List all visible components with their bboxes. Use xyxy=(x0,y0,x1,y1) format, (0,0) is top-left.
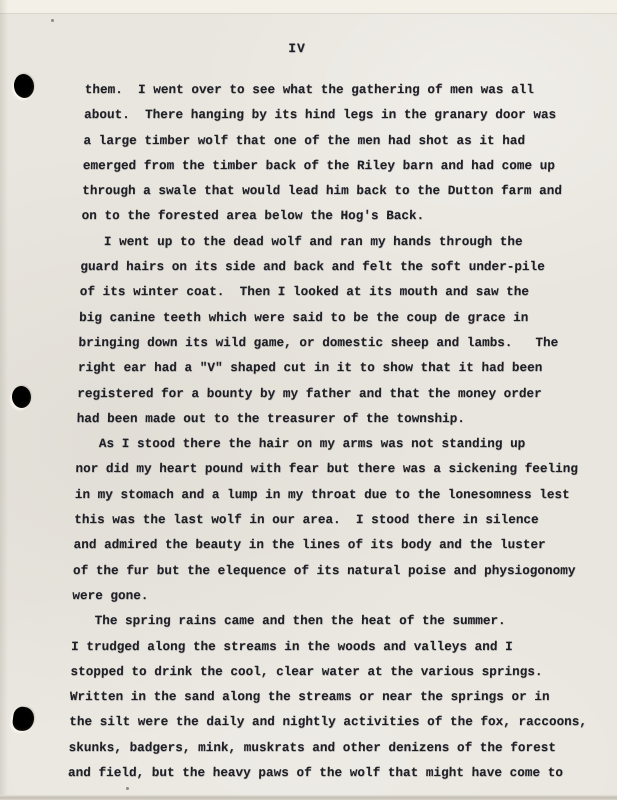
text-line: nor did my heart pound with fear but there was a sickening feeling xyxy=(75,461,579,477)
text-line: of its winter coat. Then I looked at its mouth and saw the xyxy=(79,284,530,300)
text-line: about. There hanging by its hind legs in the granary door was xyxy=(83,107,557,123)
hole-punch-bottom xyxy=(12,706,36,732)
text-line: Written in the sand along the streams or near the springs or in xyxy=(69,689,550,705)
text-line: them. I went over to see what the gathering of men was all xyxy=(84,82,535,97)
page-number: IV xyxy=(288,41,306,56)
text-line: this was the last wolf in our area. I stood there in silence xyxy=(74,512,539,528)
text-line: As I stood there the hair on my arms was not standing up xyxy=(75,436,526,452)
text-line: and field, but the heavy paws of the wolf that might have come to xyxy=(67,765,564,781)
text-line: guard hairs on its side and back and felt the soft under-pile xyxy=(80,259,546,275)
page-top-edge xyxy=(0,0,617,14)
text-line: The spring rains came and then the heat of the summer. xyxy=(71,613,506,629)
page-left-edge xyxy=(0,0,8,800)
text-line: registered for a bounty by my father and that the money order xyxy=(77,385,542,401)
text-line: were gone. xyxy=(72,587,149,603)
text-line: and admired the beauty in the lines of its body and the luster xyxy=(73,537,546,553)
hole-punch-middle xyxy=(11,385,31,408)
text-line: in my stomach and a lump in my throat due to the lonesomness lest xyxy=(74,486,570,502)
text-line: of the fur but the elequence of its natural poise and physiogonomy xyxy=(72,562,576,578)
text-line: skunks, badgers, mink, muskrats and other denizens of the forest xyxy=(68,739,557,755)
text-line: I trudged along the streams in the woods and valleys and I xyxy=(70,638,513,654)
text-line: a large timber wolf that one of the men had shot as it had xyxy=(83,132,526,148)
text-line: emerged from the timber back of the Riley barn and had come up xyxy=(82,157,556,173)
text-line: the silt were the daily and nightly activities of the fox, raccoons, xyxy=(69,714,588,730)
text-line: through a swale that would lead him back to the Dutton farm and xyxy=(82,183,563,199)
text-line: big canine teeth which were said to be the coup de grace in xyxy=(78,309,529,325)
text-line: bringing down its wild game, or domestic sheep and lambs. The xyxy=(78,334,559,350)
page-bottom-edge xyxy=(0,795,617,800)
paper-speck xyxy=(126,787,129,790)
text-line: I went up to the dead wolf and ran my hands through the xyxy=(80,233,523,249)
text-line: on to the forested area below the Hog's Back. xyxy=(81,208,425,224)
text-line: had been made out to the treasurer of the township. xyxy=(76,410,466,426)
text-block xyxy=(68,77,617,785)
paper-speck xyxy=(51,19,54,22)
text-line: right ear had a "V" shaped cut in it to show that it had been xyxy=(77,360,543,376)
text-line: stopped to drink the cool, clear water at the various springs. xyxy=(70,663,543,679)
hole-punch-top xyxy=(12,73,35,100)
